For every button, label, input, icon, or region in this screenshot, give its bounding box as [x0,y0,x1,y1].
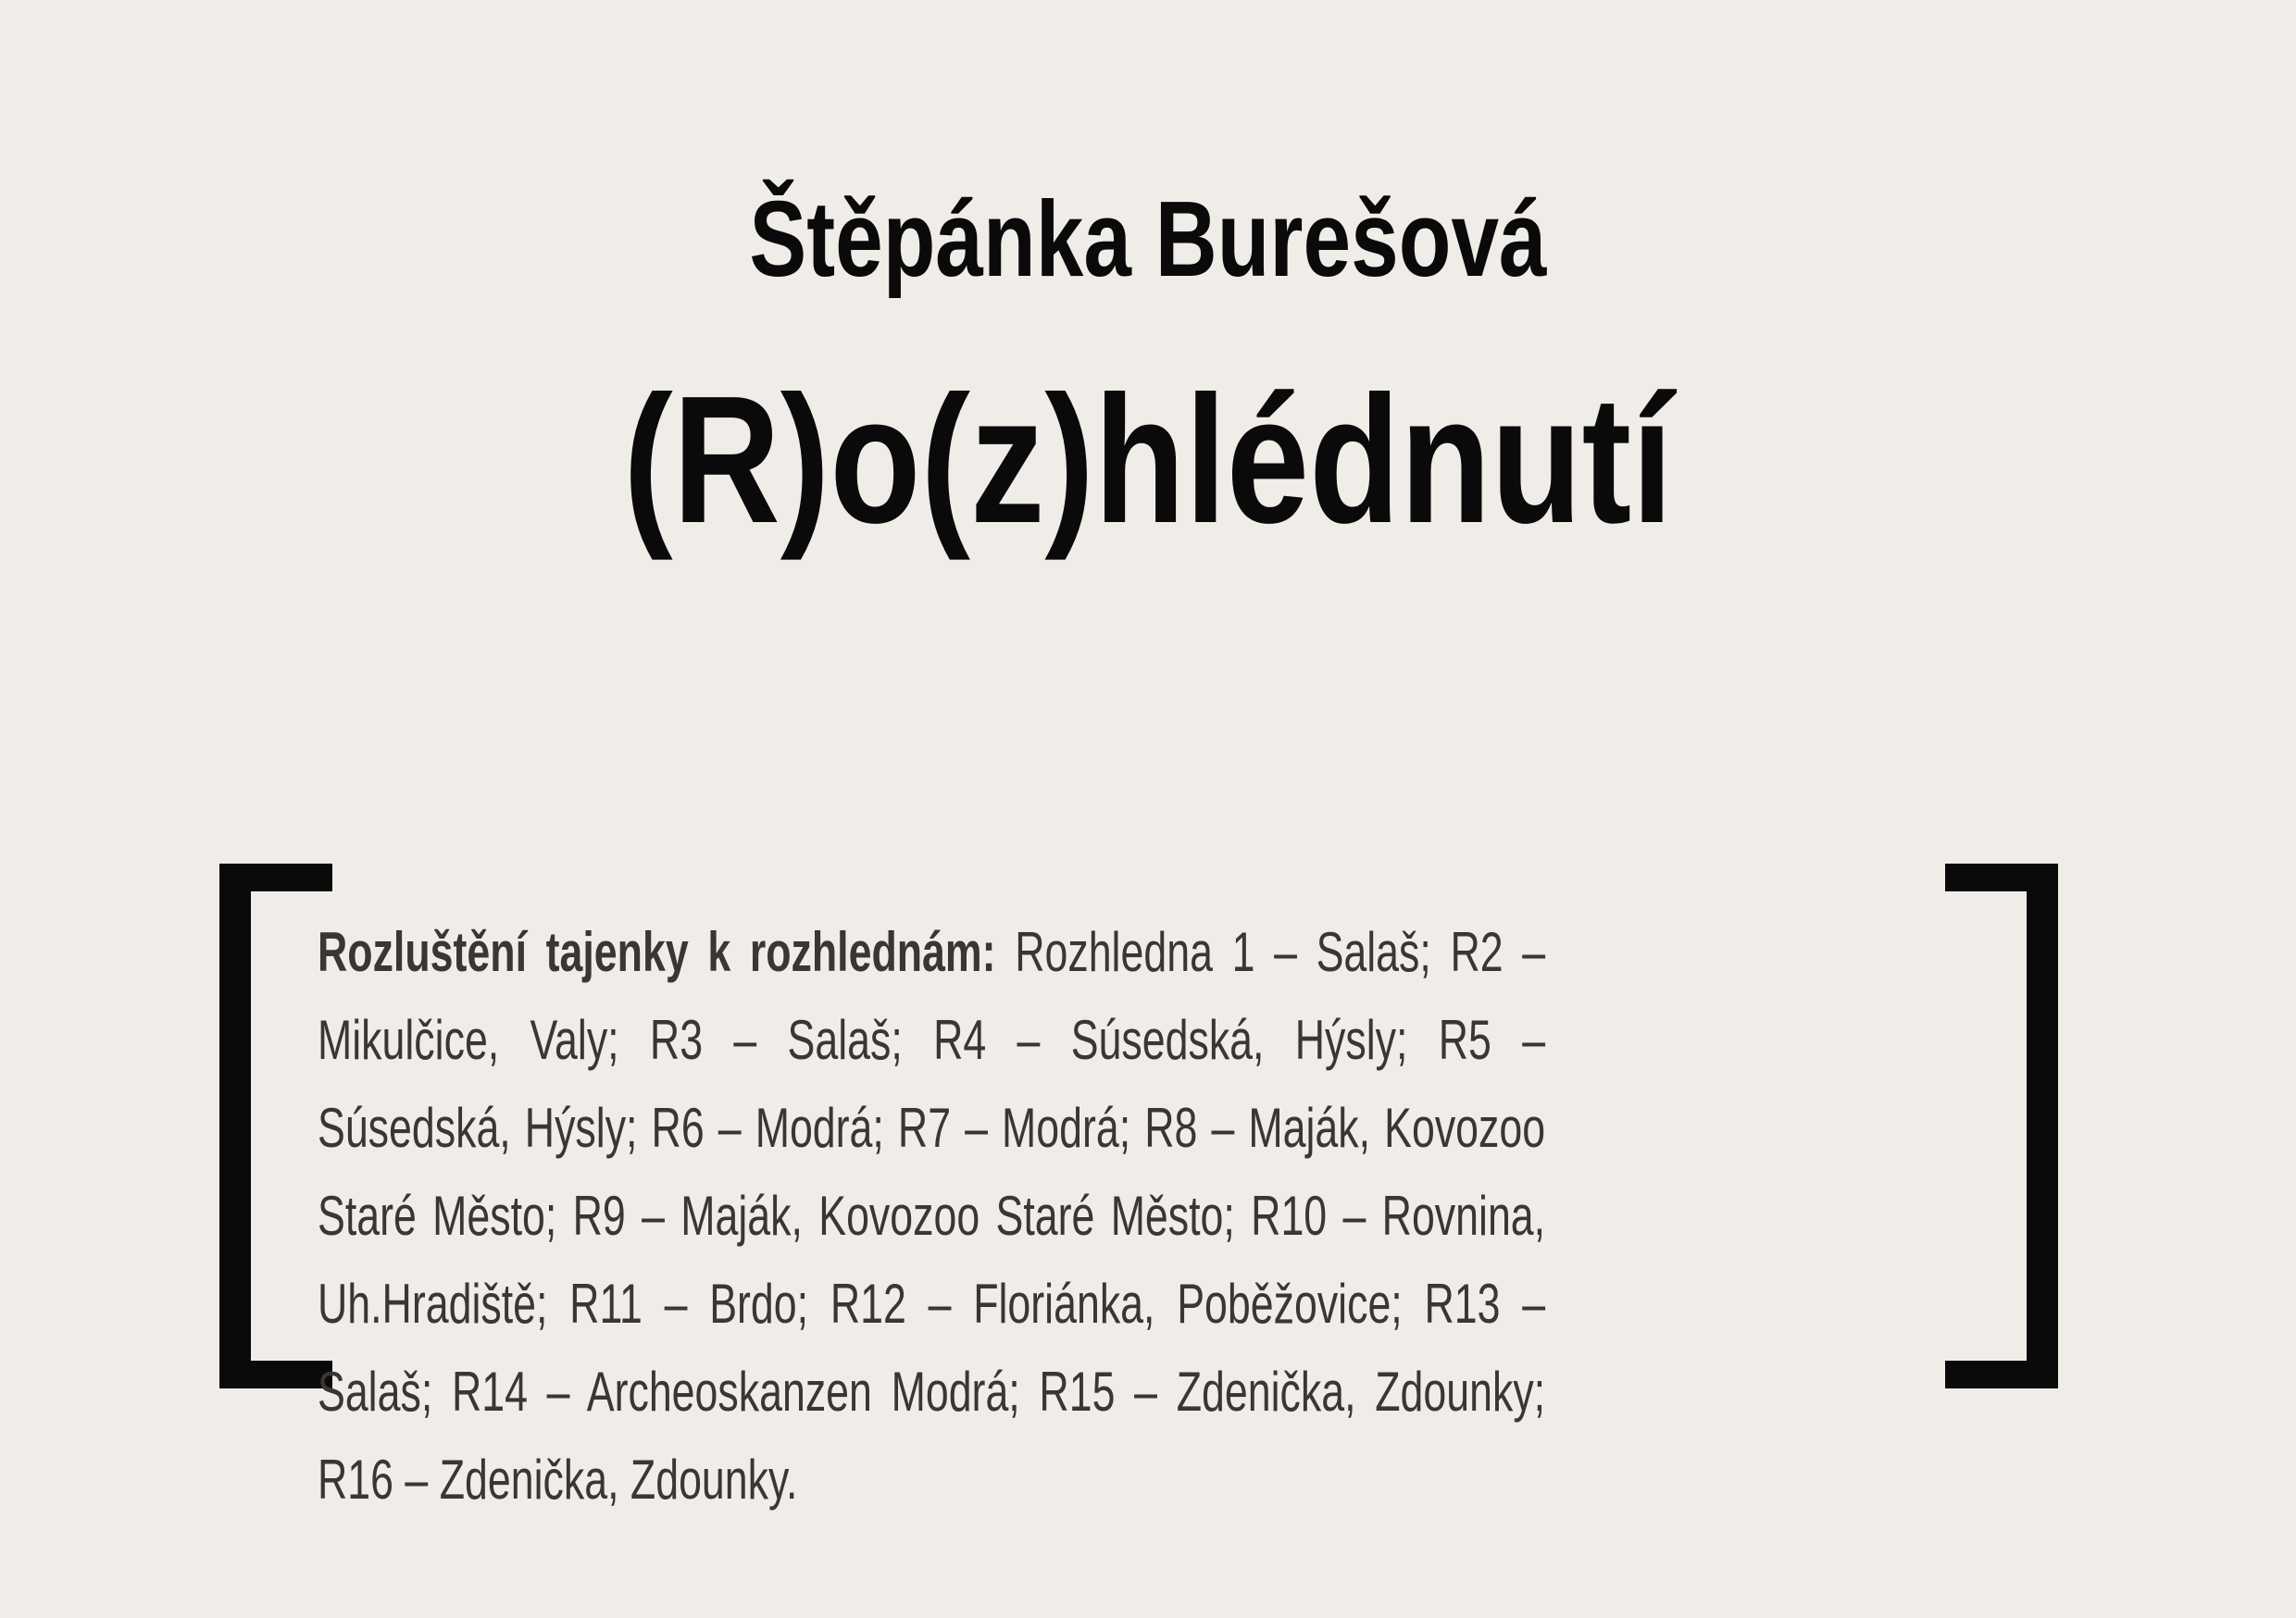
left-bracket [219,864,332,1388]
book-title: (R)o(z)hlédnutí [623,358,1673,561]
right-bracket [1945,864,2058,1388]
solution-heading: Rozluštění tajenky k rozhlednám: [318,921,996,983]
author-name: Štěpánka Burešová [749,179,1547,299]
solution-body: Rozhledna 1 – Salaš; R2 – Mikulčice, Valy; R3 – Salaš; R4 – Súsedská, Hýsly; R5 – Súsedská, Hýsly; R6 – Modrá; R7 – Modrá; R8 – Maják, Kovozoo Staré Město; R9 – Maják, Kovozoo Staré Město; R10 – Rovnina, Uh.Hradiště; R11 – Brdo; R12 – Floriánka, Poběžovice; R13 – Salaš; R14 – Archeoskanzen Modrá; R15 – Zdenička, Zdounky; R16 – Zdenička, Zdounky. [318,921,1546,1511]
puzzle-solution-text [318,908,1545,1524]
